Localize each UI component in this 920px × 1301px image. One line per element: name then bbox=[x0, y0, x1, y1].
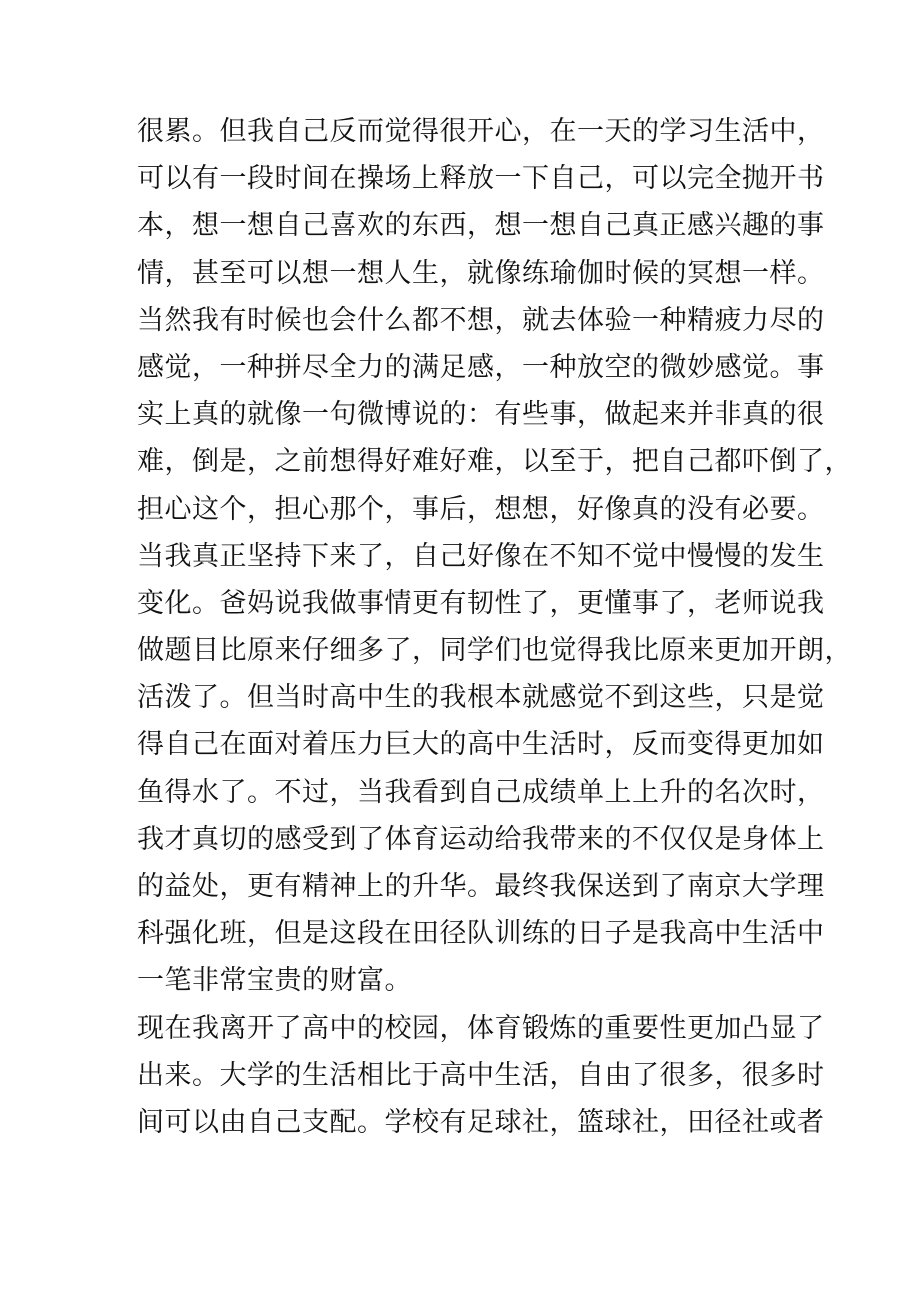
text-line-8: 难，倒是，之前想得好难好难，以至于，把自己都吓倒了， bbox=[137, 446, 852, 478]
text-line-20: 现在我离开了高中的校园，体育锻炼的重要性更加凸显了 bbox=[137, 1012, 825, 1044]
text-line-3: 本，想一想自己喜欢的东西，想一想自己真正感兴趣的事 bbox=[137, 210, 825, 242]
text-line-13: 活泼了。但当时高中生的我根本就感觉不到这些，只是觉 bbox=[137, 682, 825, 714]
text-line-22: 间可以由自己支配。学校有足球社，篮球社，田径社或者 bbox=[137, 1106, 825, 1138]
text-line-16: 我才真切的感受到了体育运动给我带来的不仅仅是身体上 bbox=[137, 823, 825, 855]
text-line-12: 做题目比原来仔细多了，同学们也觉得我比原来更加开朗， bbox=[137, 635, 852, 667]
text-line-19: 一笔非常宝贵的财富。 bbox=[137, 965, 412, 997]
body-text bbox=[137, 108, 852, 1146]
text-line-14: 得自己在面对着压力巨大的高中生活时，反而变得更加如 bbox=[137, 729, 825, 761]
text-line-1: 很累。但我自己反而觉得很开心，在一天的学习生活中， bbox=[137, 116, 825, 147]
text-line-9: 担心这个，担心那个，事后，想想，好像真的没有必要。 bbox=[137, 493, 825, 525]
text-line-11: 变化。爸妈说我做事情更有韧性了，更懂事了，老师说我 bbox=[137, 587, 825, 619]
text-line-4: 情，甚至可以想一想人生，就像练瑜伽时候的冥想一样。 bbox=[137, 257, 825, 289]
text-line-18: 科强化班，但是这段在田径队训练的日子是我高中生活中 bbox=[137, 918, 825, 950]
text-line-2: 可以有一段时间在操场上释放一下自己，可以完全抛开书 bbox=[137, 163, 825, 195]
text-line-10: 当我真正坚持下来了，自己好像在不知不觉中慢慢的发生 bbox=[137, 540, 825, 572]
text-line-7: 实上真的就像一句微博说的：有些事，做起来并非真的很 bbox=[137, 399, 825, 431]
text-line-21: 出来。大学的生活相比于高中生活，自由了很多，很多时 bbox=[137, 1059, 825, 1091]
text-line-5: 当然我有时候也会什么都不想，就去体验一种精疲力尽的 bbox=[137, 304, 825, 336]
text-line-6: 感觉，一种拼尽全力的满足感，一种放空的微妙感觉。事 bbox=[137, 351, 825, 383]
text-line-17: 的益处，更有精神上的升华。最终我保送到了南京大学理 bbox=[137, 871, 825, 902]
text-line-15: 鱼得水了。不过，当我看到自己成绩单上上升的名次时， bbox=[137, 776, 825, 808]
